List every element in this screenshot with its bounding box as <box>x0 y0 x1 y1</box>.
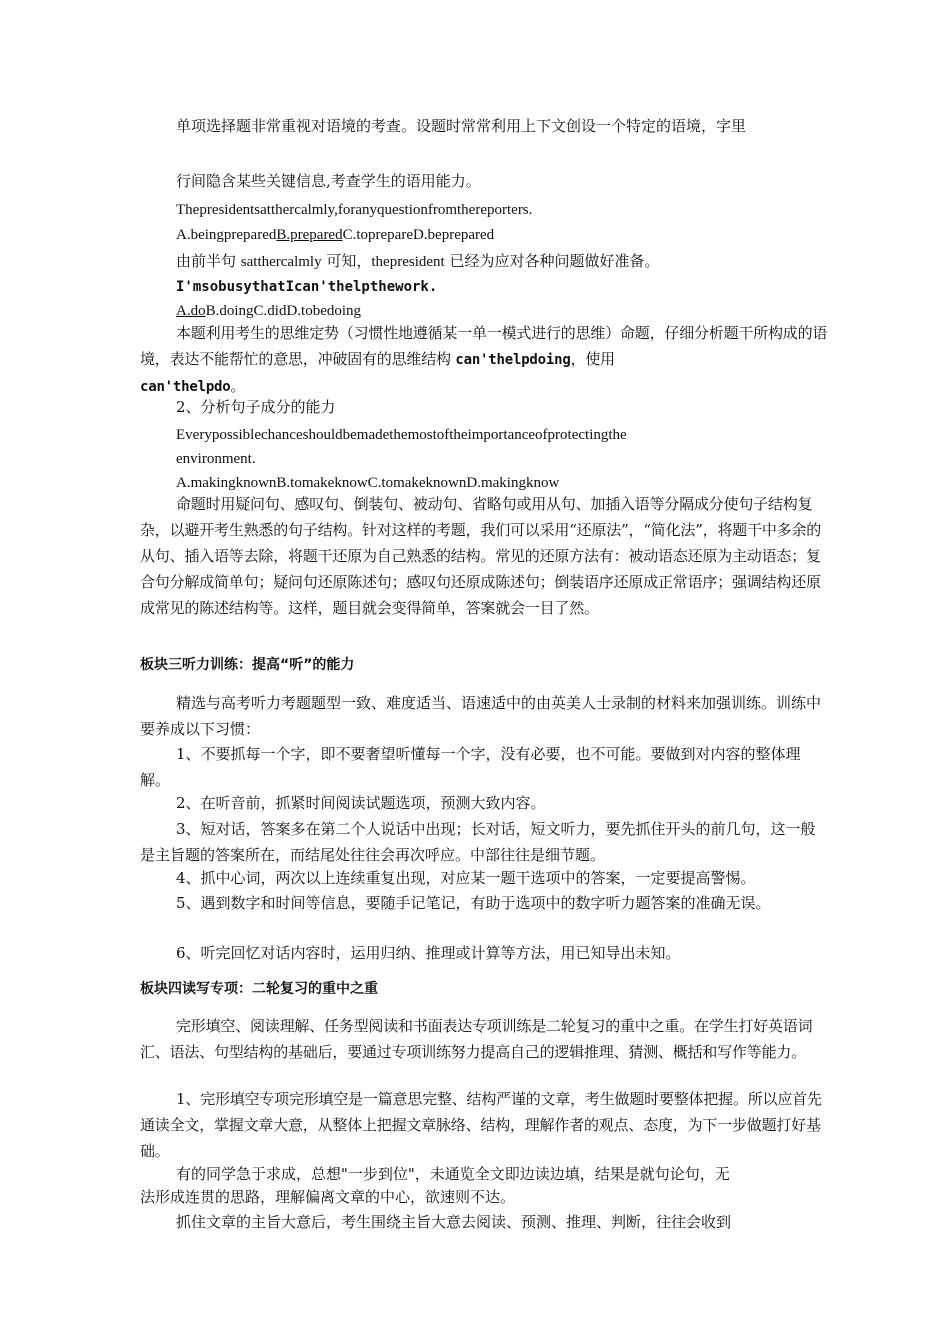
q2-option-a: A.do <box>176 303 206 319</box>
block4-paragraph-1: 1、完形填空专项完形填空是一篇意思完整、结构严谨的文章，考生做题时要整体把握。所以应首先通读全文，掌握文章大意，从整体上把握文章脉络、结构，理解作者的观点、态度，为下一步做题打好基础。 <box>140 1090 822 1160</box>
q2-expl-code2: can'thelpdo <box>140 379 231 395</box>
q1-option-rest: C.toprepareD.beprepared <box>342 227 495 243</box>
intro-line-2: 行间隐含某些关键信息,考查学生的语用能力。 <box>176 172 481 190</box>
intro-line-1: 单项选择题非常重视对语境的考查。设题时常常利用上下文创设一个特定的语境，字里 <box>176 117 747 135</box>
sec2-explanation: 命题时用疑问句、感叹句、倒装句、被动句、省略句或用从句、加插入语等分隔成分使句子结构复杂，以避开考生熟悉的句子结构。针对这样的考题，我们可以采用“还原法”，“简化法”，将题干中多余的从句、插入语等去除，将题干还原为自己熟悉的结构。常见的还原方法有：被动语态还原为主动语态；复合句分解成简单句；疑问句还原陈述句；感叹句还原成陈述句；倒装语序还原成正常语序；强调结构还原成常见的陈述结构等。这样，题目就会变得简单，答案就会一目了然。 <box>140 495 822 617</box>
block3-intro: 精选与高考听力考题题型一致、难度适当、语速适中的由英美人士录制的材料来加强训练。训练中要养成以下习惯： <box>140 694 822 738</box>
block3-item-2: 2、在听音前，抓紧时间阅读试题选项，预测大致内容。 <box>176 794 546 812</box>
q1-option-b: B.prepared <box>276 227 343 243</box>
q1-note-pre: 由前半句 <box>176 252 241 270</box>
q2-expl-3: 。 <box>230 377 246 395</box>
block3-item-4: 4、抓中心词，两次以上连续重复出现，对应某一题干选项中的答案，一定要提高警惕。 <box>176 869 756 887</box>
q2-explanation <box>140 320 830 400</box>
block3-item-6: 6、听完回忆对话内容时，运用归纳、推理或计算等方法，用已知导出未知。 <box>176 944 681 962</box>
sec2-options: A.makingknownB.tomakeknowC.tomakeknownD.makingknow <box>176 475 560 491</box>
sec2-sentence-2: environment. <box>176 451 256 467</box>
block4-paragraph-3: 抓住文章的主旨大意后，考生围绕主旨大意去阅读、预测、推理、判断，往往会收到 <box>176 1213 732 1231</box>
q2-expl-1: 本题利用考生的思维定势（习惯性地遵循某一单一模式进行的思维）命题，仔细分析题干所构成的语境，表达不能帮忙的意思，冲破固有的思维结构 <box>140 324 828 368</box>
block4-heading: 板块四读写专项：二轮复习的重中之重 <box>140 981 378 997</box>
q2-sentence: I'msobusythatIcan'thelpthework. <box>176 279 438 295</box>
q1-note-post: 已经为应对各种问题做好准备。 <box>444 252 660 270</box>
q2-option-rest: B.doingC.didD.tobedoing <box>205 303 362 319</box>
block3-heading: 板块三听力训练：提高“听”的能力 <box>140 657 355 673</box>
block4-intro: 完形填空、阅读理解、任务型阅读和书面表达专项训练是二轮复习的重中之重。在学生打好英语词汇、语法、句型结构的基础后，要通过专项训练努力提高自己的逻辑推理、猜测、概括和写作等能力。 <box>140 1017 813 1061</box>
q1-note-en1: satthercalmly <box>240 254 322 270</box>
sec2-sentence-1: Everypossiblechanceshouldbemadethemostoftheimportanceofprotectingthe <box>176 427 627 443</box>
block3-item-5: 5、遇到数字和时间等信息，要随手记笔记，有助于选项中的数字听力题答案的准确无误。 <box>176 894 771 912</box>
block3-item-1: 1、不要抓每一个字，即不要奢望听懂每一个字，没有必要，也不可能。要做到对内容的整体理解。 <box>140 745 801 789</box>
q1-sentence: Thepresidentsatthercalmly,foranyquestionfromthereporters. <box>176 202 533 218</box>
block4-paragraph-2-line-2: 法形成连贯的思路，理解偏离文章的中心，欲速则不达。 <box>140 1188 516 1206</box>
sec2-title: 2、分析句子成分的能力 <box>176 398 336 416</box>
q1-note <box>140 248 830 275</box>
q1-note-en2: thepresident <box>371 254 445 270</box>
block4-paragraph-2-line-1: 有的同学急于求成，总想"一步到位"，未通览全文即边读边填，结果是就句论句，无 <box>176 1165 730 1183</box>
q1-option-a: A.beingprepared <box>176 227 277 243</box>
q2-expl-2: ，使用 <box>570 350 615 368</box>
q2-expl-code1: can'thelpdoing <box>455 352 571 368</box>
q1-note-mid: 可知， <box>321 252 372 270</box>
block3-item-3: 3、短对话，答案多在第二个人说话中出现；长对话，短文听力，要先抓住开头的前几句，这一般是主旨题的答案所在，而结尾处往往会再次呼应。中部往往是细节题。 <box>140 820 816 864</box>
q1-options <box>140 222 830 248</box>
